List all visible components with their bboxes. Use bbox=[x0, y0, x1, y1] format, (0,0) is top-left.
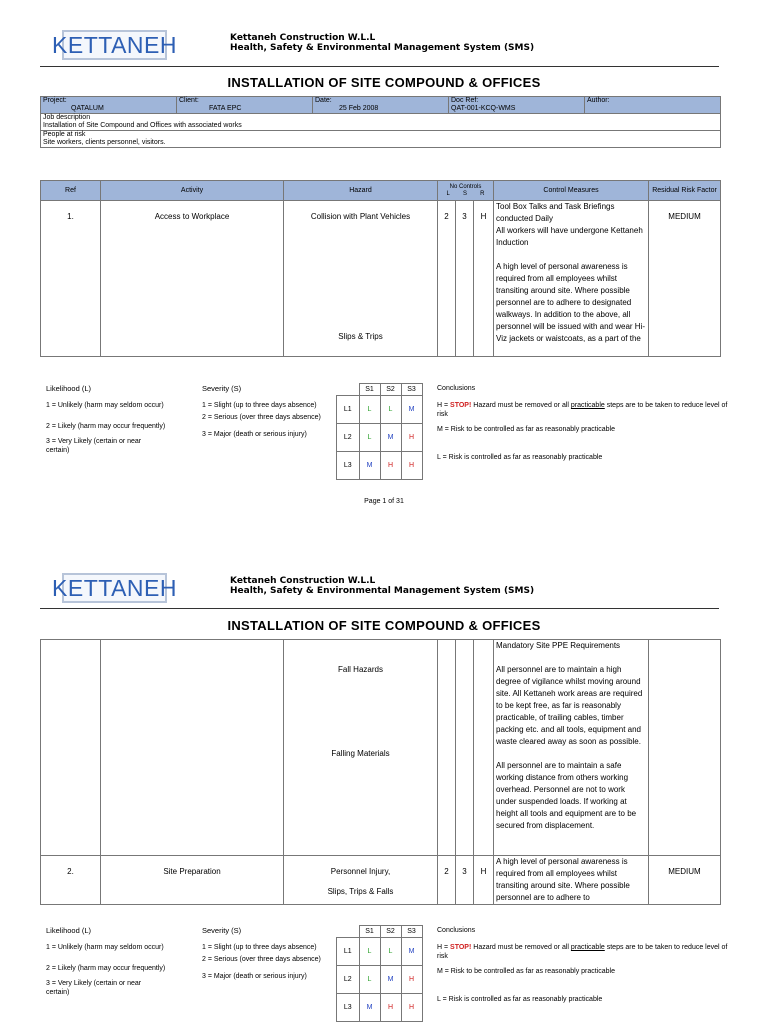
company-name: Kettaneh Construction W.L.L bbox=[230, 576, 376, 586]
row1-hazard bbox=[284, 201, 438, 357]
col-hazard: Hazard bbox=[284, 181, 438, 201]
stop-label: STOP! bbox=[450, 402, 472, 409]
conclusions bbox=[437, 384, 732, 462]
job-description-label: Job description bbox=[43, 114, 91, 121]
row1-control-measures: Tool Box Talks and Task Briefings conducted Daily All workers will have undergone Kettaneh Induction A high level of personal awareness is required from all employees whilst transiting around site. Where possible personnel are to adhere to designated walkways. In addition to the above, all personnel will be issued with and wear Hi-Viz jackets or waistcoats, as a part of the bbox=[494, 201, 649, 357]
project-cell bbox=[41, 97, 177, 114]
client-cell bbox=[177, 97, 313, 114]
matrix-cell: M bbox=[380, 424, 401, 452]
conclusion-low: L = Risk is controlled as far as reasonably practicable bbox=[437, 454, 603, 461]
row2-hazard bbox=[284, 856, 438, 905]
matrix-cell: H bbox=[380, 994, 401, 1022]
risk-matrix bbox=[336, 925, 423, 1022]
job-description-cell bbox=[41, 114, 721, 131]
company-name: Kettaneh Construction W.L.L bbox=[230, 33, 376, 43]
page-number: Page 1 of 31 bbox=[364, 498, 404, 505]
likelihood-2: 2 = Likely (harm may occur frequently) bbox=[46, 965, 166, 972]
matrix-cell: M bbox=[359, 452, 380, 480]
matrix-col-s3: S3 bbox=[401, 926, 422, 938]
matrix-cell: M bbox=[359, 994, 380, 1022]
date-label: Date: bbox=[315, 97, 332, 104]
row2-r: H bbox=[474, 856, 494, 905]
severity-legend bbox=[202, 384, 322, 439]
row2-ref: 2. bbox=[41, 856, 101, 905]
severity-legend bbox=[202, 926, 322, 981]
docref-cell bbox=[449, 97, 585, 114]
cont-hazard-2: Falling Materials bbox=[331, 749, 390, 758]
matrix-row-l1: L1 bbox=[337, 396, 360, 424]
cont-s bbox=[456, 640, 474, 856]
likelihood-1: 1 = Unlikely (harm may seldom occur) bbox=[46, 402, 164, 409]
cont-control-measures: Mandatory Site PPE Requirements All personnel are to maintain a high degree of vigilance whilst moving around site. All Kettaneh work areas are required to be kept free, as far is reasonably practicable, of trailing cables, timber packing etc. and all tools, equipment and waste cleared away as soon as possible. All personnel are to maintain a safe working distance from others working overhead. Personnel are not to work under suspended loads. If working at height all tools and equipment are to be secured from displacement. bbox=[494, 640, 649, 856]
likelihood-heading: Likelihood (L) bbox=[46, 384, 92, 393]
severity-1: 1 = Slight (up to three days absence) bbox=[202, 944, 317, 951]
likelihood-heading: Likelihood (L) bbox=[46, 926, 92, 935]
row2-activity: Site Preparation bbox=[101, 856, 284, 905]
matrix-cell: H bbox=[401, 966, 422, 994]
matrix-col-s1: S1 bbox=[359, 384, 380, 396]
cont-hazard bbox=[284, 640, 438, 856]
likelihood-legend bbox=[46, 926, 196, 997]
people-at-risk-label: People at risk bbox=[43, 131, 86, 138]
likelihood-1: 1 = Unlikely (harm may seldom occur) bbox=[46, 944, 164, 951]
matrix-col-s2: S2 bbox=[380, 926, 401, 938]
matrix-cell: L bbox=[359, 966, 380, 994]
cont-activity bbox=[101, 640, 284, 856]
date-value: 25 Feb 2008 bbox=[339, 105, 379, 112]
severity-1: 1 = Slight (up to three days absence) bbox=[202, 402, 317, 409]
row1-s: 3 bbox=[456, 201, 474, 357]
matrix-cell: M bbox=[401, 938, 422, 966]
matrix-row-l2: L2 bbox=[337, 966, 360, 994]
conclusion-high-text2: steps are to be taken to reduce level of risk bbox=[437, 944, 728, 960]
conclusion-medium: M = Risk to be controlled as far as reasonably practicable bbox=[437, 968, 616, 975]
matrix-col-s3: S3 bbox=[401, 384, 422, 396]
likelihood-2: 2 = Likely (harm may occur frequently) bbox=[46, 423, 166, 430]
row1-ref: 1. bbox=[41, 201, 101, 357]
conclusion-high-text1: Hazard must be removed or all bbox=[471, 402, 571, 409]
row1-activity: Access to Workplace bbox=[101, 201, 284, 357]
conclusion-high-prefix: H = bbox=[437, 944, 451, 951]
header-rule bbox=[40, 66, 719, 67]
docref-label: Doc Ref: bbox=[451, 97, 479, 104]
matrix-cell: H bbox=[401, 452, 422, 480]
job-description-value: Installation of Site Compound and Offices with associated works bbox=[43, 122, 242, 129]
severity-2: 2 = Serious (over three days absence) bbox=[202, 414, 321, 421]
r-label: R bbox=[480, 190, 485, 197]
cont-residual-risk bbox=[649, 640, 721, 856]
system-name: Health, Safety & Environmental Management System (SMS) bbox=[230, 43, 535, 53]
cont-ref bbox=[41, 640, 101, 856]
row1-residual-risk: MEDIUM bbox=[649, 201, 721, 357]
matrix-row-l3: L3 bbox=[337, 452, 360, 480]
author-label: Author: bbox=[587, 97, 610, 104]
matrix-row-l3: L3 bbox=[337, 994, 360, 1022]
severity-heading: Severity (S) bbox=[202, 384, 242, 393]
row2-residual-risk: MEDIUM bbox=[649, 856, 721, 905]
matrix-col-s2: S2 bbox=[380, 384, 401, 396]
no-controls-label: No Controls bbox=[449, 183, 482, 190]
page-title: INSTALLATION OF SITE COMPOUND & OFFICES bbox=[227, 75, 541, 90]
s-label: S bbox=[463, 190, 468, 197]
conclusion-high-text2: steps are to be taken to reduce level of risk bbox=[437, 402, 728, 418]
project-value: QATALUM bbox=[71, 105, 104, 112]
matrix-cell: L bbox=[359, 938, 380, 966]
conclusion-medium: M = Risk to be controlled as far as reasonably practicable bbox=[437, 426, 616, 433]
row2-l: 2 bbox=[438, 856, 456, 905]
practicable-underlined: practicable bbox=[570, 944, 605, 951]
row1-l: 2 bbox=[438, 201, 456, 357]
matrix-cell: H bbox=[401, 424, 422, 452]
matrix-cell: L bbox=[380, 396, 401, 424]
people-at-risk-value: Site workers, clients personnel, visitors. bbox=[43, 139, 166, 146]
system-name: Health, Safety & Environmental Management System (SMS) bbox=[230, 586, 535, 596]
severity-heading: Severity (S) bbox=[202, 926, 242, 935]
matrix-cell: M bbox=[380, 966, 401, 994]
l-label: L bbox=[446, 190, 450, 197]
matrix-cell: M bbox=[401, 396, 422, 424]
project-info-table bbox=[40, 96, 721, 148]
lsr-labels bbox=[440, 191, 491, 198]
col-ref: Ref bbox=[41, 181, 101, 201]
severity-3: 3 = Major (death or serious injury) bbox=[202, 973, 307, 980]
col-control-measures: Control Measures bbox=[494, 181, 649, 201]
matrix-cell: H bbox=[401, 994, 422, 1022]
row2-control-measures: A high level of personal awareness is required from all employees whilst transiting around site. Where possible personnel are to adhere to bbox=[494, 856, 649, 905]
matrix-cell: H bbox=[380, 452, 401, 480]
row1-hazard-1: Collision with Plant Vehicles bbox=[310, 212, 411, 221]
col-no-controls bbox=[438, 181, 494, 201]
conclusions bbox=[437, 926, 732, 1004]
project-label: Project: bbox=[43, 97, 67, 104]
conclusions-heading: Conclusions bbox=[437, 927, 476, 934]
severity-3: 3 = Major (death or serious injury) bbox=[202, 431, 307, 438]
row2-hazard-2: Slips, Trips & Falls bbox=[327, 887, 394, 896]
client-value: FATA EPC bbox=[209, 105, 242, 112]
page-title: INSTALLATION OF SITE COMPOUND & OFFICES bbox=[227, 618, 541, 633]
risk-assessment-table-continued bbox=[40, 639, 721, 905]
conclusion-high bbox=[437, 943, 732, 961]
matrix-cell: L bbox=[359, 396, 380, 424]
page-2 bbox=[0, 545, 768, 1024]
likelihood-legend bbox=[46, 384, 196, 455]
conclusion-high bbox=[437, 401, 732, 419]
row2-hazard-1: Personnel Injury, bbox=[330, 867, 391, 876]
row1-hazard-2: Slips & Trips bbox=[338, 332, 383, 341]
severity-2: 2 = Serious (over three days absence) bbox=[202, 956, 321, 963]
company-logo: KETTANEH bbox=[62, 30, 167, 60]
stop-label: STOP! bbox=[450, 944, 472, 951]
conclusion-high-text1: Hazard must be removed or all bbox=[471, 944, 571, 951]
row1-r: H bbox=[474, 201, 494, 357]
col-activity: Activity bbox=[101, 181, 284, 201]
risk-matrix bbox=[336, 383, 423, 480]
cont-hazard-1: Fall Hazards bbox=[338, 665, 383, 674]
conclusion-high-prefix: H = bbox=[437, 402, 451, 409]
docref-value: QAT-001-KCQ-WMS bbox=[451, 105, 516, 112]
matrix-col-s1: S1 bbox=[359, 926, 380, 938]
date-cell bbox=[313, 97, 449, 114]
risk-assessment-table bbox=[40, 180, 721, 357]
likelihood-3: 3 = Very Likely (certain or near certain) bbox=[46, 980, 142, 996]
conclusions-heading: Conclusions bbox=[437, 385, 476, 392]
likelihood-3: 3 = Very Likely (certain or near certain) bbox=[46, 438, 142, 454]
matrix-row-l2: L2 bbox=[337, 424, 360, 452]
matrix-row-l1: L1 bbox=[337, 938, 360, 966]
people-at-risk-cell bbox=[41, 131, 721, 148]
cont-l bbox=[438, 640, 456, 856]
author-cell bbox=[585, 97, 721, 114]
company-logo: KETTANEH bbox=[62, 573, 167, 603]
matrix-cell: L bbox=[380, 938, 401, 966]
col-residual-risk: Residual Risk Factor bbox=[649, 181, 721, 201]
row2-s: 3 bbox=[456, 856, 474, 905]
conclusion-low: L = Risk is controlled as far as reasonably practicable bbox=[437, 996, 603, 1003]
client-label: Client: bbox=[179, 97, 199, 104]
practicable-underlined: practicable bbox=[570, 402, 605, 409]
header-rule bbox=[40, 608, 719, 609]
matrix-cell: L bbox=[359, 424, 380, 452]
cont-r bbox=[474, 640, 494, 856]
